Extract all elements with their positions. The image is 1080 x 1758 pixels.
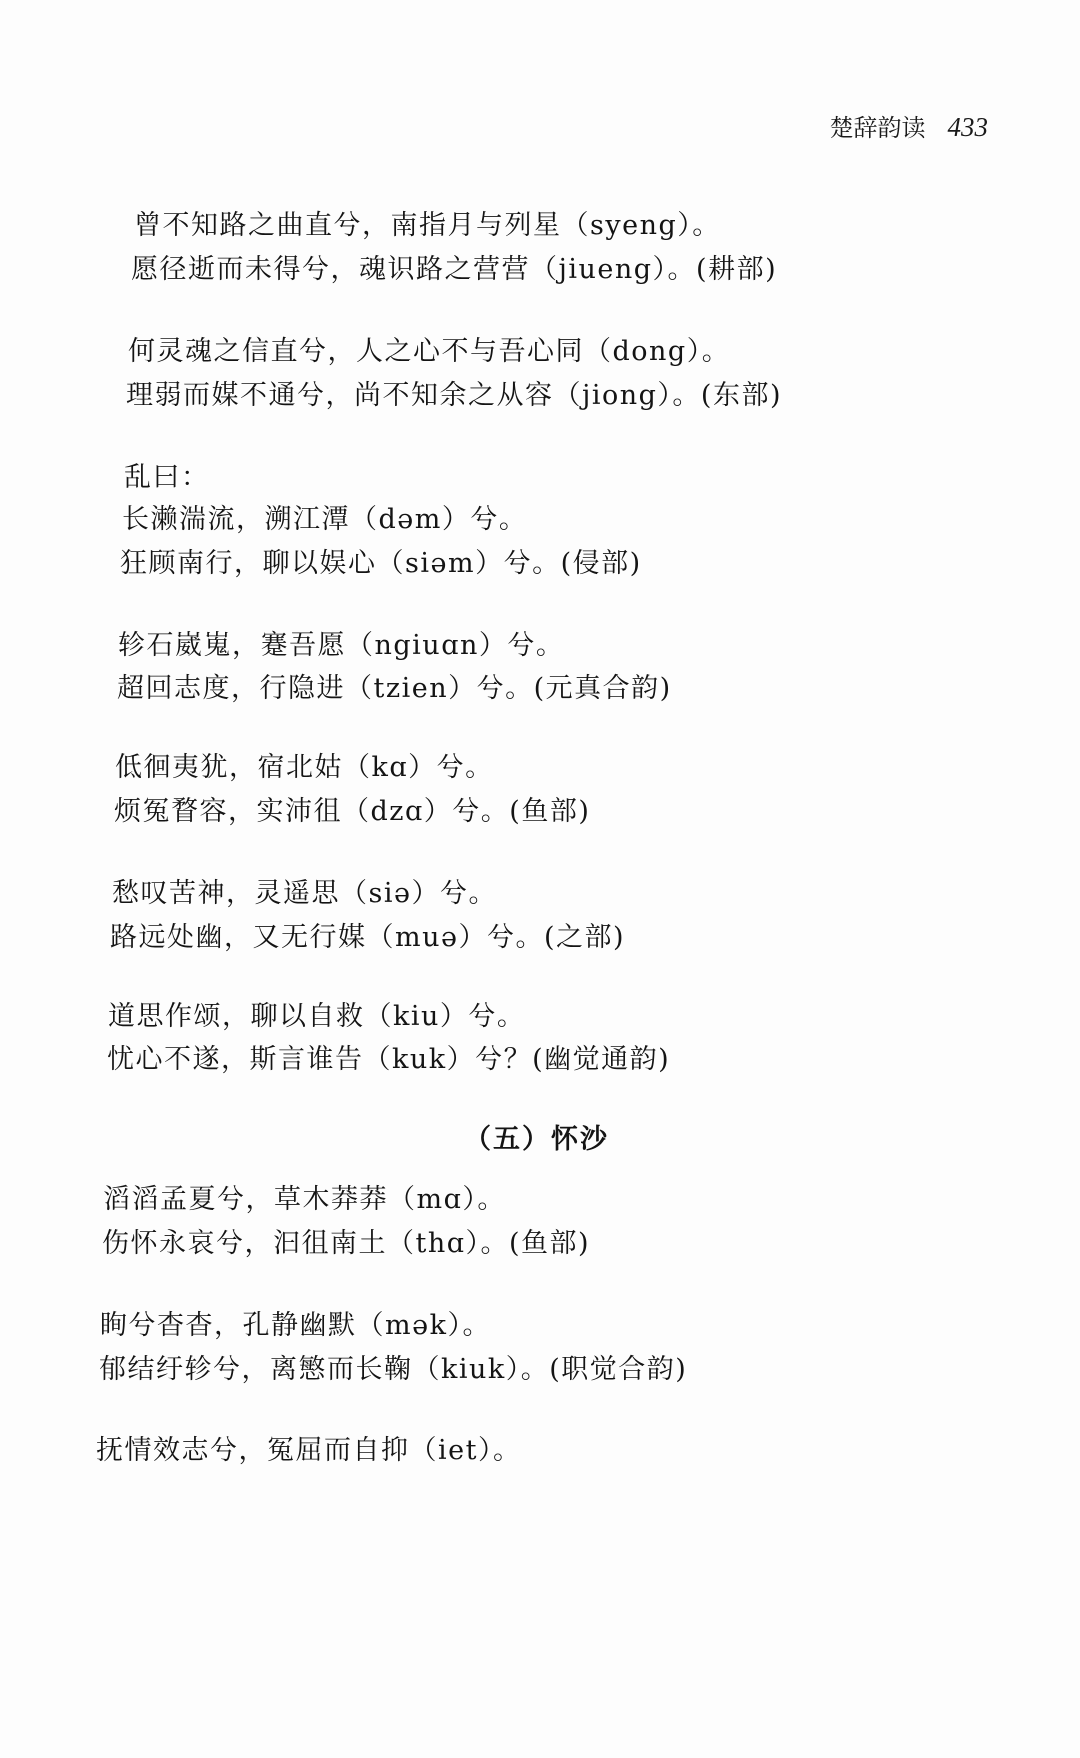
book-title: 楚辞韵读 [829, 114, 926, 142]
verse-line: 超回志度，行隐进（tzien）兮。(元真合韵) [117, 673, 672, 704]
verse-line: 低徊夷犹，宿北姑（kɑ）兮。 [115, 752, 494, 783]
verse-line: 道思作颂，聊以自救（kiu）兮。 [108, 1001, 526, 1032]
verse-line: 路远处幽，又无行媒（muə）兮。(之部) [110, 922, 626, 953]
verse-line: 愿径逝而未得兮，魂识路之营营（jiueng）。(耕部) [131, 254, 778, 285]
verse-line: 烦冤瞀容，实沛徂（dzɑ）兮。(鱼部) [114, 796, 591, 827]
section-heading: （五）怀沙 [464, 1124, 609, 1155]
verse-line: 滔滔孟夏兮，草木莽莽（mɑ）。 [103, 1184, 506, 1215]
verse-line: 长濑湍流，溯江潭（dəm）兮。 [122, 504, 528, 535]
verse-line: 乱曰： [124, 462, 210, 493]
verse-line: 伤怀永哀兮，汩徂南土（thɑ）。(鱼部) [102, 1228, 591, 1259]
verse-line: 愁叹苦神，灵遥思（siə）兮。 [112, 878, 497, 909]
verse-line: 曾不知路之曲直兮，南指月与列星（syeng）。 [134, 210, 721, 241]
running-head [830, 108, 989, 143]
verse-line: 郁结纡轸兮，离慜而长鞠（kiuk）。(职觉合韵) [99, 1354, 688, 1385]
verse-line: 忧心不遂，斯言谁告（kuk）兮？(幽觉通韵) [107, 1044, 671, 1075]
verse-line: 何灵魂之信直兮，人之心不与吾心同（dong）。 [128, 336, 731, 367]
verse-line: 轸石崴嵬，蹇吾愿（ngiuɑn）兮。 [118, 630, 565, 661]
page-number: 433 [947, 112, 988, 142]
verse-line: 狂顾南行，聊以娱心（siəm）兮。(侵部) [120, 548, 642, 579]
verse-line: 眴兮杳杳，孔静幽默（mək）。 [100, 1310, 491, 1341]
verse-line: 抚情效志兮，冤屈而自抑（iet）。 [96, 1435, 522, 1466]
verse-line: 理弱而媒不通兮，尚不知余之从容（jiong）。(东部) [126, 380, 783, 411]
